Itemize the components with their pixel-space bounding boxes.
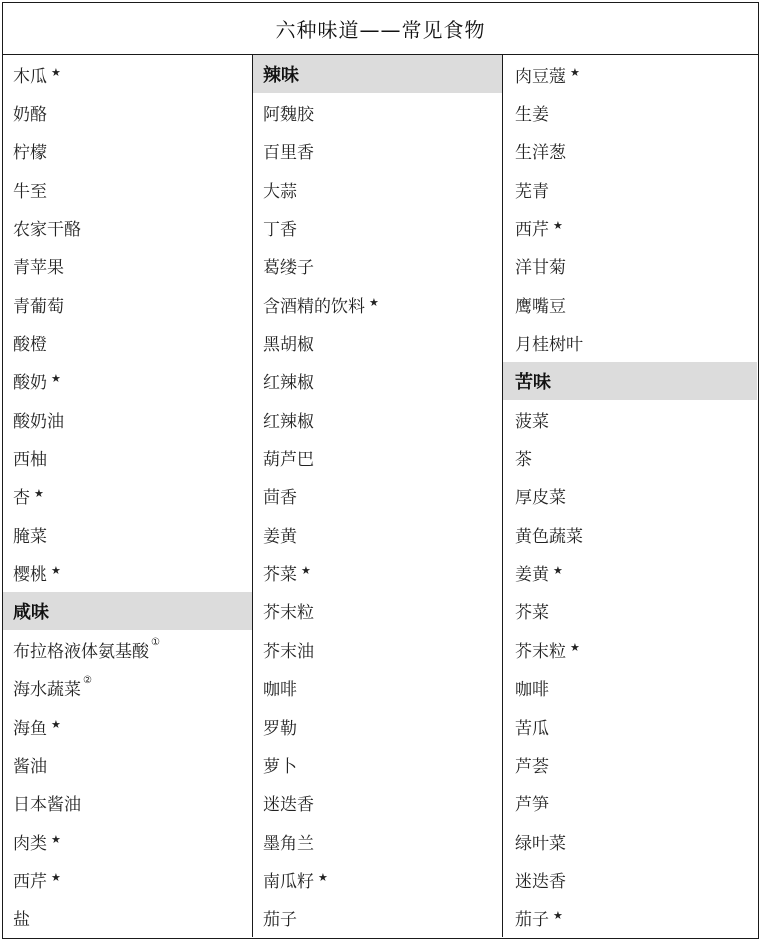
food-label: 洋甘菊 — [515, 258, 566, 279]
star-icon: ★ — [51, 832, 61, 846]
food-item — [3, 707, 252, 745]
food-label: 芜青 — [515, 181, 549, 202]
food-item — [253, 438, 502, 476]
food-item — [253, 822, 502, 860]
food-label: 生洋葱 — [515, 143, 566, 164]
food-item — [503, 553, 757, 591]
food-label: 茄子 — [515, 910, 549, 931]
category-label: 苦味 — [515, 371, 551, 393]
food-label: 姜黄 — [263, 526, 297, 547]
food-item — [3, 285, 252, 323]
food-label: 盐 — [13, 910, 30, 931]
food-item — [253, 170, 502, 208]
food-label: 菠菜 — [515, 411, 549, 432]
food-item — [503, 515, 757, 553]
food-item — [3, 247, 252, 285]
category-header — [503, 362, 757, 400]
food-label: 青葡萄 — [13, 296, 64, 317]
food-label: 茶 — [515, 450, 532, 471]
food-label: 生姜 — [515, 105, 549, 126]
star-icon: ★ — [553, 219, 563, 233]
food-item — [503, 247, 757, 285]
food-item — [253, 745, 502, 783]
food-item — [503, 170, 757, 208]
food-item — [3, 553, 252, 591]
food-label: 红辣椒 — [263, 411, 314, 432]
food-item — [503, 592, 757, 630]
food-label: 木瓜 — [13, 66, 47, 87]
food-item — [3, 55, 252, 93]
star-icon: ★ — [51, 870, 61, 884]
food-item — [503, 822, 757, 860]
food-label: 大蒜 — [263, 181, 297, 202]
star-icon: ★ — [553, 564, 563, 578]
food-item — [3, 630, 252, 668]
food-item — [503, 438, 757, 476]
footnote-marker: ① — [151, 636, 160, 648]
food-label: 青苹果 — [13, 258, 64, 279]
food-item — [3, 400, 252, 438]
food-item — [253, 860, 502, 898]
food-label: 樱桃 — [13, 565, 47, 586]
food-item — [503, 899, 757, 937]
star-icon: ★ — [570, 65, 580, 79]
food-item — [3, 515, 252, 553]
food-label: 酱油 — [13, 756, 47, 777]
food-item — [253, 707, 502, 745]
food-item — [503, 93, 757, 131]
food-item — [3, 669, 252, 707]
food-label: 肉类 — [13, 833, 47, 854]
food-label: 咖啡 — [263, 680, 297, 701]
food-label: 绿叶菜 — [515, 833, 566, 854]
food-label: 肉豆蔻 — [515, 66, 566, 87]
food-label: 农家干酪 — [13, 220, 81, 241]
table-title: 六种味道——常见食物 — [3, 3, 758, 55]
table-column-1 — [3, 55, 253, 937]
food-label: 海鱼 — [13, 718, 47, 739]
food-item — [503, 707, 757, 745]
food-item — [3, 323, 252, 361]
food-label: 月桂树叶 — [515, 335, 583, 356]
star-icon: ★ — [318, 870, 328, 884]
food-label: 奶酪 — [13, 105, 47, 126]
food-item — [503, 208, 757, 246]
food-label: 厚皮菜 — [515, 488, 566, 509]
food-item — [503, 630, 757, 668]
food-label: 芥末粒 — [263, 603, 314, 624]
food-item — [253, 477, 502, 515]
food-label: 杏 — [13, 488, 30, 509]
food-item — [253, 132, 502, 170]
food-label: 牛至 — [13, 181, 47, 202]
food-item — [253, 285, 502, 323]
food-item — [503, 477, 757, 515]
food-label: 百里香 — [263, 143, 314, 164]
food-item — [503, 285, 757, 323]
food-label: 萝卜 — [263, 756, 297, 777]
food-label: 葫芦巴 — [263, 450, 314, 471]
food-label: 腌菜 — [13, 526, 47, 547]
food-label: 柠檬 — [13, 143, 47, 164]
food-item — [3, 784, 252, 822]
food-label: 黑胡椒 — [263, 335, 314, 356]
food-item — [3, 362, 252, 400]
food-item — [253, 323, 502, 361]
star-icon: ★ — [369, 295, 379, 309]
food-item — [3, 208, 252, 246]
food-label: 丁香 — [263, 220, 297, 241]
food-label: 芦荟 — [515, 756, 549, 777]
star-icon: ★ — [51, 65, 61, 79]
star-icon: ★ — [34, 487, 44, 501]
food-item — [3, 477, 252, 515]
food-label: 酸橙 — [13, 335, 47, 356]
food-item — [253, 553, 502, 591]
food-item — [253, 208, 502, 246]
food-item — [503, 400, 757, 438]
food-item — [503, 669, 757, 707]
food-item — [253, 515, 502, 553]
food-item — [3, 899, 252, 937]
food-item — [253, 93, 502, 131]
food-item — [253, 784, 502, 822]
food-item — [3, 170, 252, 208]
food-label: 酸奶油 — [13, 411, 64, 432]
food-label: 海水蔬菜 — [13, 680, 81, 701]
star-icon: ★ — [570, 640, 580, 654]
food-item — [503, 323, 757, 361]
food-label: 西芹 — [515, 220, 549, 241]
food-label: 含酒精的饮料 — [263, 296, 365, 317]
category-label: 辣味 — [263, 65, 299, 87]
food-label: 阿魏胶 — [263, 105, 314, 126]
food-label: 墨角兰 — [263, 833, 314, 854]
food-label: 芥末粒 — [515, 641, 566, 662]
food-table — [2, 2, 759, 939]
food-item — [3, 438, 252, 476]
food-item — [503, 784, 757, 822]
star-icon: ★ — [51, 717, 61, 731]
food-item — [3, 132, 252, 170]
food-item — [253, 362, 502, 400]
food-label: 西芹 — [13, 871, 47, 892]
table-column-3 — [503, 55, 757, 937]
food-item — [503, 132, 757, 170]
food-label: 南瓜籽 — [263, 871, 314, 892]
food-label: 迷迭香 — [515, 871, 566, 892]
food-label: 芦笋 — [515, 795, 549, 816]
table-columns — [3, 55, 758, 937]
food-label: 鹰嘴豆 — [515, 296, 566, 317]
food-label: 西柚 — [13, 450, 47, 471]
food-item — [503, 860, 757, 898]
food-label: 黄色蔬菜 — [515, 526, 583, 547]
food-label: 茄子 — [263, 910, 297, 931]
star-icon: ★ — [51, 372, 61, 386]
food-item — [3, 822, 252, 860]
food-label: 日本酱油 — [13, 795, 81, 816]
category-header — [3, 592, 252, 630]
food-label: 葛缕子 — [263, 258, 314, 279]
food-item — [253, 592, 502, 630]
footnote-marker: ② — [83, 675, 92, 687]
star-icon: ★ — [553, 909, 563, 923]
category-header — [253, 55, 502, 93]
food-item — [253, 899, 502, 937]
food-label: 姜黄 — [515, 565, 549, 586]
food-item — [503, 745, 757, 783]
table-column-2 — [253, 55, 503, 937]
food-item — [253, 630, 502, 668]
food-item — [253, 400, 502, 438]
food-label: 芥菜 — [263, 565, 297, 586]
category-label: 咸味 — [13, 601, 49, 623]
food-label: 酸奶 — [13, 373, 47, 394]
food-item — [3, 860, 252, 898]
food-label: 苦瓜 — [515, 718, 549, 739]
food-item — [3, 745, 252, 783]
food-label: 罗勒 — [263, 718, 297, 739]
star-icon: ★ — [301, 564, 311, 578]
food-item — [3, 93, 252, 131]
food-label: 咖啡 — [515, 680, 549, 701]
food-item — [253, 669, 502, 707]
food-label: 布拉格液体氨基酸 — [13, 641, 149, 662]
food-item — [253, 247, 502, 285]
food-label: 茴香 — [263, 488, 297, 509]
food-item — [503, 55, 757, 93]
star-icon: ★ — [51, 564, 61, 578]
food-label: 芥末油 — [263, 641, 314, 662]
food-label: 红辣椒 — [263, 373, 314, 394]
food-label: 芥菜 — [515, 603, 549, 624]
food-label: 迷迭香 — [263, 795, 314, 816]
